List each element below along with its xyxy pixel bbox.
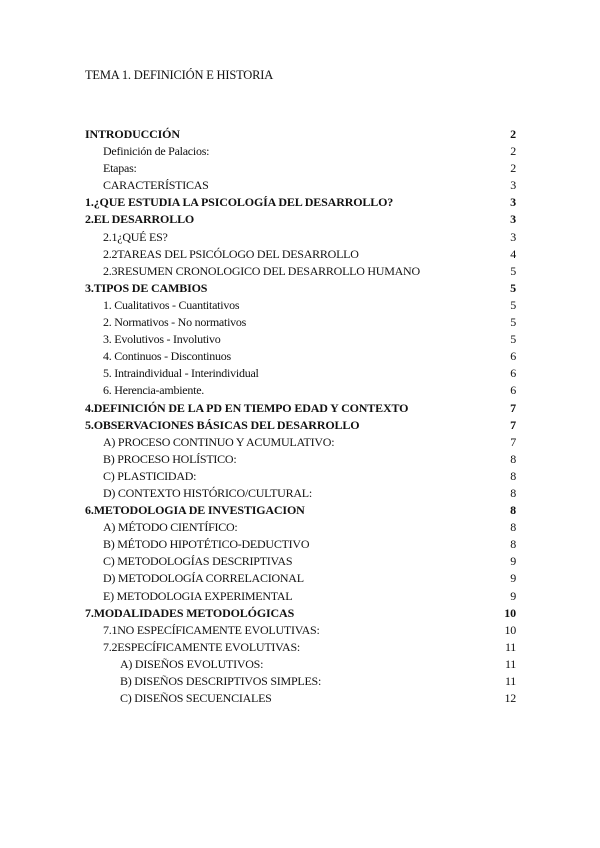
- toc-entry-title: 5. Intraindividual - Interindividual: [103, 366, 259, 381]
- toc-entry-page-number: 8: [510, 520, 516, 535]
- page-title: TEMA 1. DEFINICIÓN E HISTORIA: [85, 68, 274, 82]
- toc-entry-page-number: 2: [510, 144, 516, 159]
- table-of-contents: [85, 126, 516, 707]
- toc-entry[interactable]: [85, 536, 516, 553]
- toc-entry[interactable]: [85, 160, 516, 177]
- toc-entry[interactable]: [85, 331, 516, 348]
- toc-entry-page-number: 8: [510, 451, 516, 466]
- toc-entry[interactable]: [85, 588, 516, 605]
- toc-entry-title: 4. Continuos - Discontinuos: [103, 349, 231, 364]
- toc-entry-title: A) MÉTODO CIENTÍFICO:: [103, 520, 238, 535]
- toc-entry[interactable]: [85, 417, 516, 434]
- toc-entry-page-number: 3: [510, 229, 516, 244]
- toc-entry-page-number: 10: [504, 605, 516, 620]
- toc-entry[interactable]: [85, 451, 516, 468]
- toc-entry[interactable]: [85, 194, 516, 211]
- toc-entry[interactable]: [85, 211, 516, 228]
- toc-entry-page-number: 6: [510, 366, 516, 381]
- toc-entry-page-number: 7: [510, 417, 516, 432]
- toc-entry[interactable]: [85, 502, 516, 519]
- toc-entry-title: Definición de Palacios:: [103, 144, 210, 159]
- toc-entry-page-number: 2: [510, 161, 516, 176]
- toc-entry-title: C) PLASTICIDAD:: [103, 468, 197, 483]
- toc-entry-page-number: 2: [510, 127, 516, 141]
- toc-entry-page-number: 10: [504, 622, 516, 637]
- toc-entry-page-number: 3: [510, 212, 516, 227]
- toc-entry[interactable]: [85, 485, 516, 502]
- toc-entry-page-number: 7: [510, 400, 516, 415]
- toc-entry-title: INTRODUCCIÓN: [85, 127, 180, 141]
- toc-entry[interactable]: [85, 365, 516, 382]
- toc-entry-title: CARACTERÍSTICAS: [103, 178, 209, 193]
- toc-entry-title: A) PROCESO CONTINUO Y ACUMULATIVO:: [103, 434, 335, 449]
- toc-entry-title: 7.2ESPECÍFICAMENTE EVOLUTIVAS:: [103, 639, 300, 654]
- toc-entry-page-number: 11: [504, 656, 516, 671]
- toc-entry-page-number: 3: [510, 178, 516, 193]
- toc-entry-page-number: 6: [510, 383, 516, 398]
- toc-entry-page-number: 5: [510, 297, 516, 312]
- toc-entry-title: B) PROCESO HOLÍSTICO:: [103, 451, 237, 466]
- toc-entry[interactable]: [85, 605, 516, 622]
- toc-entry[interactable]: [85, 126, 516, 143]
- toc-entry-title: 2.3RESUMEN CRONOLOGICO DEL DESARROLLO HUMANO: [103, 263, 420, 278]
- toc-entry-title: D) CONTEXTO HISTÓRICO/CULTURAL:: [103, 485, 312, 500]
- toc-entry-title: 1.¿QUE ESTUDIA LA PSICOLOGÍA DEL DESARROLLO?: [85, 195, 394, 210]
- toc-entry-title: 7.MODALIDADES METODOLÓGICAS: [85, 605, 295, 620]
- toc-entry[interactable]: [85, 263, 516, 280]
- toc-entry-title: D) METODOLOGÍA CORRELACIONAL: [103, 571, 304, 586]
- toc-entry[interactable]: [85, 280, 516, 297]
- toc-entry[interactable]: [85, 519, 516, 536]
- toc-entry-page-number: 5: [510, 315, 516, 330]
- toc-entry[interactable]: [85, 177, 516, 194]
- toc-entry-page-number: 11: [504, 639, 516, 654]
- toc-entry-title: 1. Cualitativos - Cuantitativos: [103, 297, 240, 312]
- toc-entry-title: 6. Herencia-ambiente.: [103, 383, 205, 398]
- toc-entry-page-number: 8: [510, 485, 516, 500]
- toc-entry-page-number: 4: [510, 246, 516, 261]
- toc-entry-title: Etapas:: [103, 161, 137, 176]
- toc-entry-title: 2.EL DESARROLLO: [85, 212, 195, 227]
- toc-entry-title: 2. Normativos - No normativos: [103, 315, 247, 330]
- toc-entry-page-number: 11: [504, 674, 516, 688]
- toc-entry-title: 2.2TAREAS DEL PSICÓLOGO DEL DESARROLLO: [103, 246, 359, 261]
- toc-entry-page-number: 5: [510, 280, 516, 295]
- toc-entry-title: 7.1NO ESPECÍFICAMENTE EVOLUTIVAS:: [103, 622, 320, 637]
- toc-entry-title: C) DISEÑOS SECUENCIALES: [120, 691, 272, 706]
- toc-entry-title: 3. Evolutivos - Involutivo: [103, 332, 221, 347]
- toc-entry-title: A) DISEÑOS EVOLUTIVOS:: [120, 656, 264, 671]
- toc-entry-title: C) METODOLOGÍAS DESCRIPTIVAS: [103, 554, 293, 569]
- toc-entry-page-number: 9: [510, 571, 516, 586]
- toc-entry-page-number: 5: [510, 332, 516, 347]
- toc-entry[interactable]: [85, 314, 516, 331]
- toc-entry-page-number: 8: [510, 503, 516, 518]
- toc-entry[interactable]: [85, 570, 516, 587]
- toc-entry[interactable]: [85, 229, 516, 246]
- toc-entry-title: E) METODOLOGIA EXPERIMENTAL: [103, 588, 293, 603]
- toc-entry[interactable]: [85, 297, 516, 314]
- toc-entry[interactable]: [85, 622, 516, 639]
- toc-entry-title: B) DISEÑOS DESCRIPTIVOS SIMPLES:: [120, 674, 322, 688]
- toc-entry-page-number: 3: [510, 195, 516, 210]
- toc-entry[interactable]: [85, 673, 516, 690]
- toc-entry-page-number: 5: [510, 263, 516, 278]
- toc-entry-page-number: 9: [510, 588, 516, 603]
- toc-entry-title: 6.METODOLOGIA DE INVESTIGACION: [85, 503, 305, 518]
- toc-entry[interactable]: [85, 690, 516, 707]
- toc-entry-page-number: 9: [510, 554, 516, 569]
- toc-entry[interactable]: [85, 434, 516, 451]
- toc-entry-title: 4.DEFINICIÓN DE LA PD EN TIEMPO EDAD Y CONTEXTO: [85, 400, 409, 415]
- toc-entry-title: B) MÉTODO HIPOTÉTICO-DEDUCTIVO: [103, 537, 310, 552]
- toc-entry-page-number: 8: [510, 468, 516, 483]
- toc-entry-page-number: 7: [510, 434, 516, 449]
- toc-entry-title: 2.1¿QUÉ ES?: [103, 229, 168, 244]
- toc-entry[interactable]: [85, 382, 516, 399]
- toc-entry[interactable]: [85, 468, 516, 485]
- toc-entry[interactable]: [85, 656, 516, 673]
- toc-entry[interactable]: [85, 143, 516, 160]
- toc-entry[interactable]: [85, 348, 516, 365]
- toc-entry-page-number: 6: [510, 349, 516, 364]
- toc-entry[interactable]: [85, 400, 516, 417]
- toc-entry[interactable]: [85, 246, 516, 263]
- toc-entry[interactable]: [85, 553, 516, 570]
- toc-entry-page-number: 12: [504, 691, 516, 706]
- toc-entry[interactable]: [85, 639, 516, 656]
- toc-entry-title: 5.OBSERVACIONES BÁSICAS DEL DESARROLLO: [85, 417, 360, 432]
- toc-entry-page-number: 8: [510, 537, 516, 552]
- toc-entry-title: 3.TIPOS DE CAMBIOS: [85, 280, 208, 295]
